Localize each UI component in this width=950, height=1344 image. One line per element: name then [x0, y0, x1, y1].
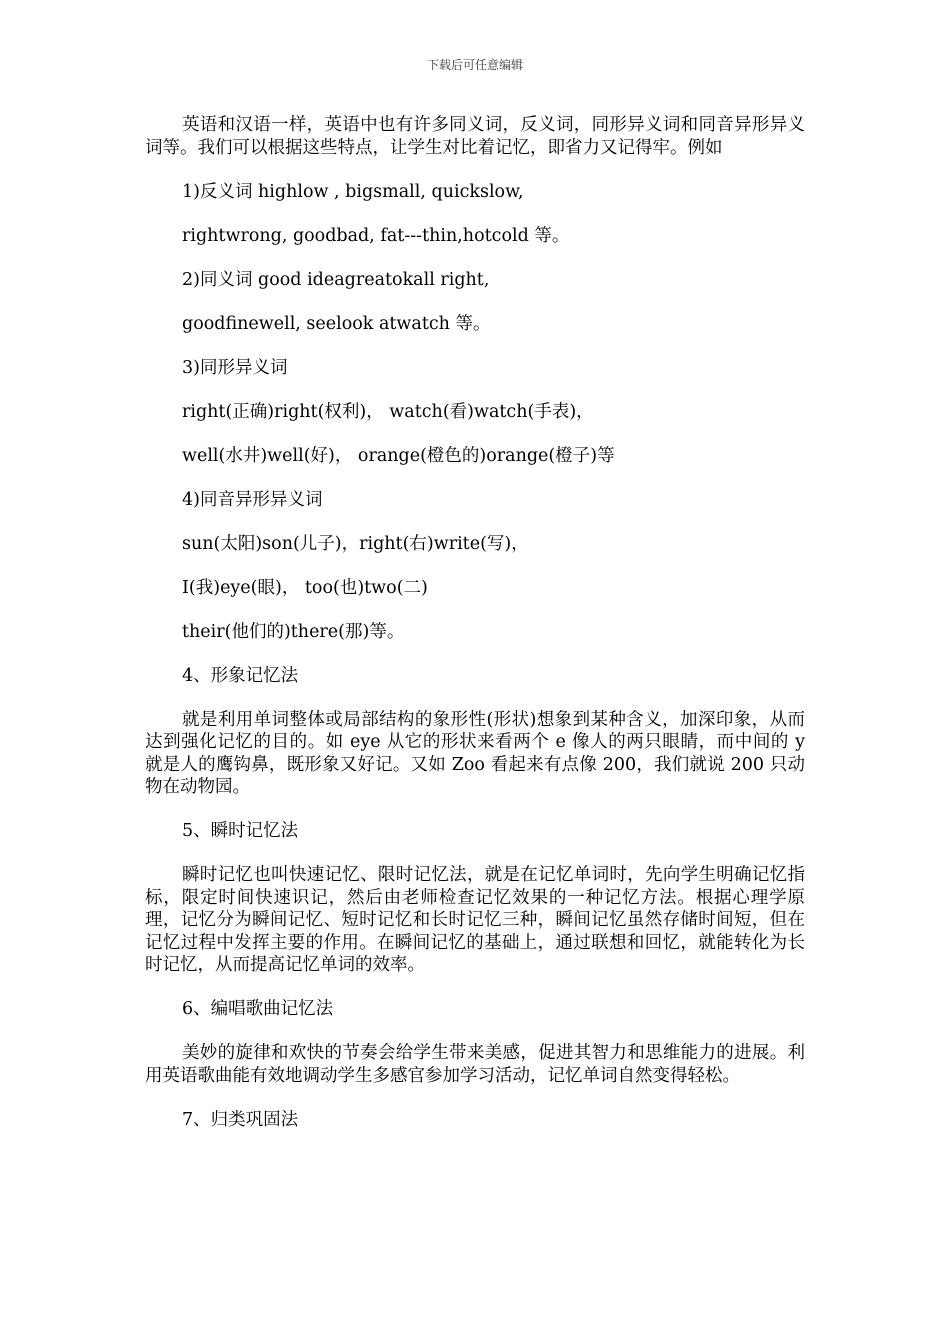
- section-4-heading: 4、形象记忆法: [182, 665, 299, 686]
- homophones-title: 4)同音异形异义词: [182, 489, 323, 510]
- homophones-line-2: I(我)eye(眼)， too(也)two(二): [182, 577, 428, 598]
- document-body: [145, 114, 805, 1131]
- homophones-line-3: their(他们的)there(那)等。: [182, 621, 405, 642]
- synonyms-line-2: goodfinewell, seelook atwatch 等。: [182, 313, 491, 334]
- antonyms-line-2: rightwrong, goodbad, fat---thin,hotcold 等。: [182, 225, 570, 246]
- antonyms-line-1: 1)反义词 highlow , bigsmall, quickslow,: [182, 181, 524, 202]
- section-7-heading: 7、归类巩固法: [182, 1109, 299, 1130]
- homographs-line-2: well(水井)well(好)， orange(橙色的)orange(橙子)等: [182, 445, 615, 466]
- page-header: 下载后可任意编辑: [426, 58, 523, 72]
- section-6-heading: 6、编唱歌曲记忆法: [182, 999, 334, 1019]
- homographs-line-1: right(正确)right(权利)， watch(看)watch(手表)，: [182, 401, 594, 422]
- intro-paragraph: 英语和汉语一样，英语中也有许多同义词，反义词，同形异义词和同音异形异义词等。我们可以根据这些特点，让学生对比着记忆，即省力又记得牢。例如: [145, 115, 805, 158]
- section-5-paragraph: 瞬时记忆也叫快速记忆、限时记忆法，就是在记忆单词时，先向学生明确记忆指标，限定时间快速识记，然后由老师检查记忆效果的一种记忆方法。根据心理学原理，记忆分为瞬间记忆、短时记忆和长时记忆三种，瞬间记忆虽然存储时间短，但在记忆过程中发挥主要的作用。在瞬间记忆的基础上，通过联想和回忆，就能转化为长时记忆，从而提高记忆单词的效率。: [145, 865, 805, 975]
- homophones-line-1: sun(太阳)son(儿子)，right(右)write(写)，: [182, 533, 529, 554]
- section-6-paragraph: 美妙的旋律和欢快的节奏会给学生带来美感，促进其智力和思维能力的进展。利用英语歌曲能有效地调动学生多感官参加学习活动，记忆单词自然变得轻松。: [145, 1043, 805, 1086]
- section-5-heading: 5、瞬时记忆法: [182, 821, 299, 841]
- homographs-title: 3)同形异义词: [182, 357, 288, 378]
- section-4-paragraph: 就是利用单词整体或局部结构的象形性(形状)想象到某种含义，加深印象，从而达到强化记忆的目的。如 eye 从它的形状来看两个 e 像人的两只眼睛，而中间的 y 就是人的鹰钩鼻，既形象又好记。又如 Zoo 看起来有点像 200，我们就说 200 只动物在动物园。: [145, 709, 805, 797]
- synonyms-line-1: 2)同义词 good ideagreatokall right,: [182, 269, 490, 290]
